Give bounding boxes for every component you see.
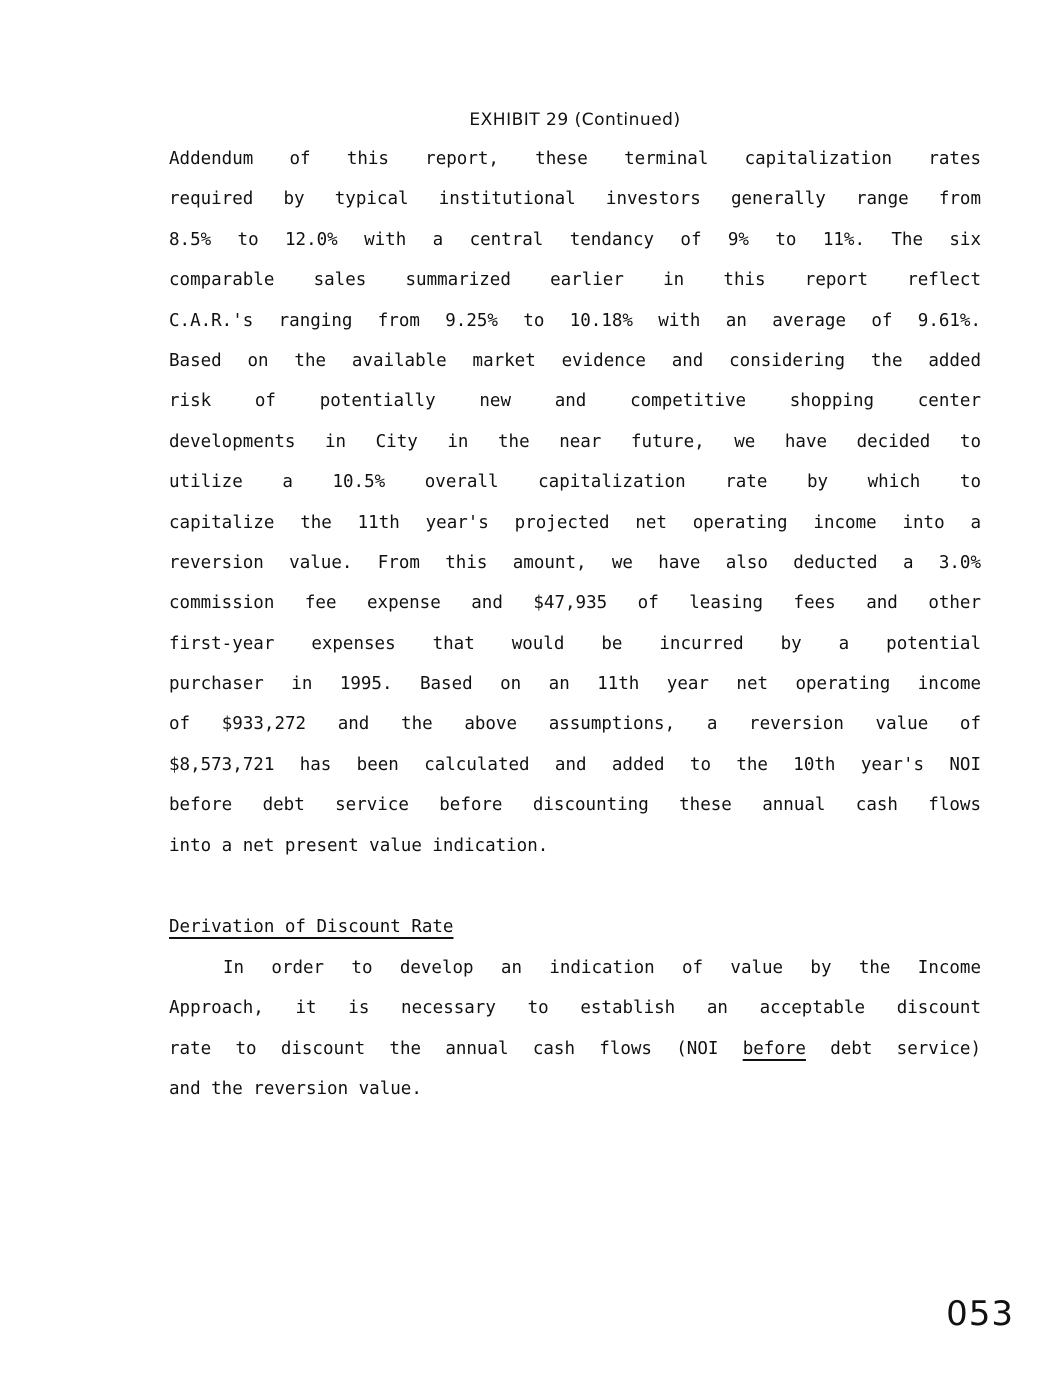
text-line: of $933,272 and the above assumptions, a reversion value of [169,714,981,735]
section-heading: Derivation of Discount Rate [169,917,454,937]
text-fragment: rate to discount the annual cash flows (NOI [169,1038,743,1059]
text-line: developments in City in the near future, we have decided to [169,431,981,452]
page-number: 053 [946,1294,1014,1334]
text-line: commission fee expense and $47,935 of leasing fees and other [169,593,981,614]
text-line: capitalize the 11th year's projected net operating income into a [169,512,981,533]
text-line: and the reversion value. [169,1079,422,1100]
text-line: In order to develop an indication of value by the Income [223,958,981,978]
text-line: before debt service before discounting these annual cash flows [169,795,981,816]
text-line: Addendum of this report, these terminal capitalization rates [169,149,981,169]
text-line: first-year expenses that would be incurred by a potential [169,633,981,654]
text-line: Based on the available market evidence and considering the added [169,350,981,371]
text-line: $8,573,721 has been calculated and added to the 10th year's NOI [169,754,981,775]
text-line [169,1029,981,1069]
exhibit-title: EXHIBIT 29 (Continued) [469,110,681,130]
text-line: risk of potentially new and competitive shopping center [169,391,981,412]
text-line: Approach, it is necessary to establish an acceptable discount [169,998,981,1019]
text-line: purchaser in 1995. Based on an 11th year net operating income [169,674,981,695]
paragraph-discount-rate [169,948,981,1110]
text-line: reversion value. From this amount, we have also deducted a 3.0% [169,552,981,573]
text-line: required by typical institutional investors generally range from [169,189,981,210]
text-line: comparable sales summarized earlier in this report reflect [169,270,981,291]
text-line: C.A.R.'s ranging from 9.25% to 10.18% with an average of 9.61%. [169,310,981,331]
text-line: 8.5% to 12.0% with a central tendancy of 9% to 11%. The six [169,229,981,250]
underlined-word: before [742,1038,806,1059]
text-line: utilize a 10.5% overall capitalization rate by which to [169,472,981,493]
text-line: into a net present value indication. [169,835,549,856]
paragraph-capitalization-rates [169,139,981,866]
text-fragment: debt service) [805,1038,981,1059]
